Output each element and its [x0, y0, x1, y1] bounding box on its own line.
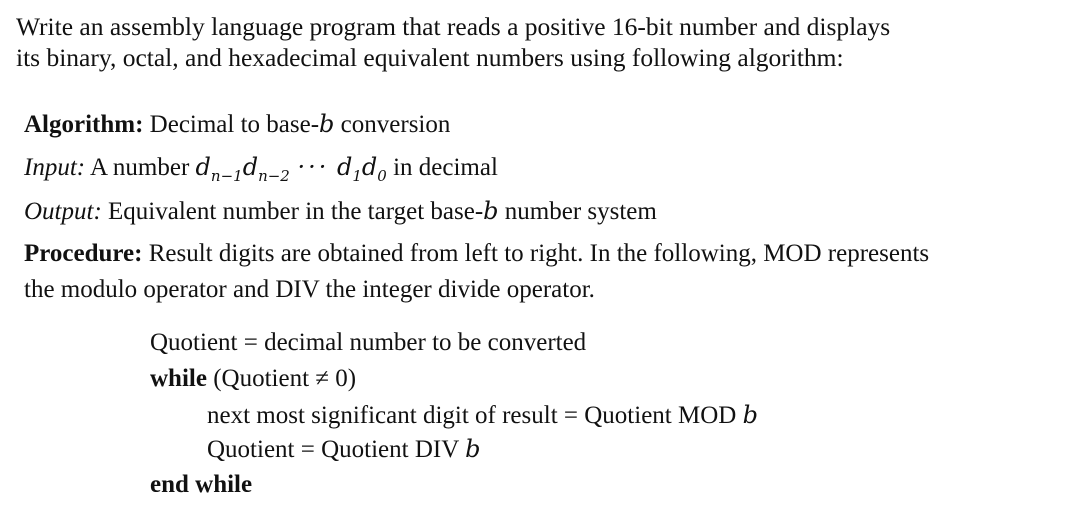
input-text-before: A number — [85, 154, 196, 181]
output-label: Output: — [24, 198, 102, 225]
inner1-text: next most significant digit of result = Quotient MOD — [207, 402, 743, 429]
input-label: Input: — [24, 154, 86, 181]
algorithm-label: Algorithm: — [24, 111, 144, 138]
procedure-line-2: the modulo operator and DIV the integer divide operator. — [24, 276, 595, 303]
intro-line-2: its binary, octal, and hexadecimal equivalent numbers using following algorithm: — [16, 43, 844, 72]
output-base-var: b — [483, 197, 499, 225]
end-while-keyword: end while — [150, 471, 253, 498]
while-keyword: while — [150, 365, 207, 392]
pseudocode-inner-line-2 — [207, 434, 480, 465]
pseudocode-while-line — [150, 364, 356, 394]
algorithm-text: Decimal to base- — [149, 111, 320, 138]
procedure-text-1: Result digits are obtained from left to right. In the following, MOD represents — [142, 240, 930, 267]
procedure-label: Procedure: — [24, 240, 143, 267]
input-text-after: in decimal — [386, 154, 498, 181]
intro-line-1: Write an assembly language program that reads a positive 16-bit number and displays — [16, 12, 891, 41]
pseudocode-line-1: Quotient = decimal number to be converted — [150, 329, 587, 356]
output-text-before: Equivalent number in the target base- — [101, 198, 484, 225]
output-text-after: number system — [498, 198, 657, 225]
input-digit-sequence: $d_{n-1}d_{n-2}$ ··· $d_1d_0$ — [195, 153, 387, 185]
while-condition: (Quotient ≠ 0) — [206, 365, 357, 392]
algorithm-text-end: conversion — [334, 111, 451, 138]
inner2-text: Quotient = Quotient DIV — [207, 436, 466, 463]
input-line — [24, 152, 498, 183]
pseudocode-inner-line-1 — [207, 400, 758, 431]
output-line — [24, 196, 657, 227]
inner1-base-var: b — [742, 401, 758, 429]
inner2-base-var: b — [465, 435, 481, 463]
procedure-line-1 — [24, 239, 929, 269]
algorithm-base-var: b — [319, 110, 335, 138]
pseudocode-end-while — [150, 470, 252, 500]
algorithm-line — [24, 109, 450, 140]
